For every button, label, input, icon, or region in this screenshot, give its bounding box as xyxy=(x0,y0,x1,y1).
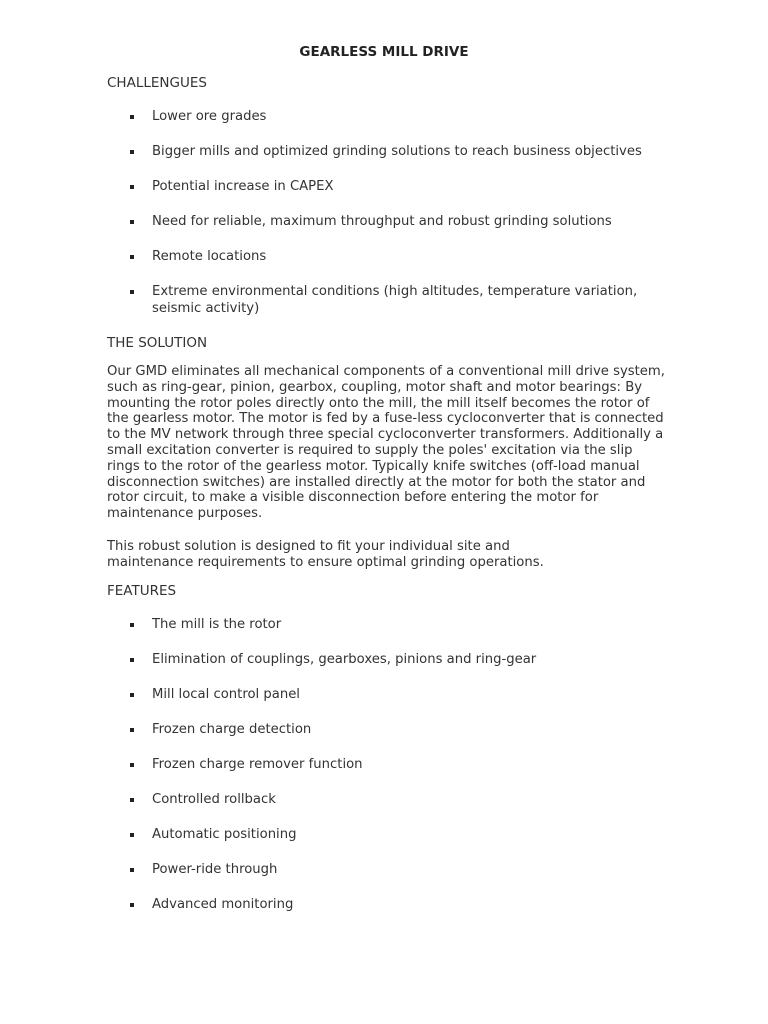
list-item-text: The mill is the rotor xyxy=(152,617,282,632)
bullet-icon xyxy=(130,798,134,802)
list-item-text: Potential increase in CAPEX xyxy=(152,179,334,194)
list-item-text: Advanced monitoring xyxy=(152,897,294,912)
solution-paragraph: Our GMD eliminates all mechanical components of a conventional mill drive system, such as ring-gear, pinion, gearbox, coupling, motor shaft and motor bearings: By mounting the rotor poles directly onto the mill, the mill itself becomes the rotor of the gearless motor. The motor is fed by a fuse-less cycloconverter that is connected to the MV network through three special cycloconverter transformers. Additionally a small excitation converter is required to supply the poles' excitation via the slip rings to the rotor of the gearless motor. Typically knife switches (off-load manual disconnection switches) are installed directly at the motor for both the stator and rotor circuit, to make a visible disconnection before entering the motor for maintenance purposes. xyxy=(107,364,665,522)
bullet-icon xyxy=(130,868,134,872)
list-item-text: Need for reliable, maximum throughput and robust grinding solutions xyxy=(152,214,612,229)
solution-heading: THE SOLUTION xyxy=(107,335,208,351)
bullet-icon xyxy=(130,658,134,662)
list-item-text: Frozen charge remover function xyxy=(152,757,363,772)
list-item-text: Lower ore grades xyxy=(152,109,267,124)
bullet-icon xyxy=(130,763,134,767)
bullet-icon xyxy=(130,115,134,119)
list-item-text: Mill local control panel xyxy=(152,687,300,702)
solution-paragraph: This robust solution is designed to fit your individual site and maintenance requirements to ensure optimal grinding operations. xyxy=(107,539,544,570)
document-title: GEARLESS MILL DRIVE xyxy=(299,44,469,60)
list-item-text: Automatic positioning xyxy=(152,827,297,842)
features-heading: FEATURES xyxy=(107,583,177,599)
challenges-heading: CHALLENGUES xyxy=(107,75,207,91)
list-item-text: Power-ride through xyxy=(152,862,278,877)
bullet-icon xyxy=(130,255,134,259)
bullet-icon xyxy=(130,903,134,907)
bullet-icon xyxy=(130,290,134,294)
list-item-text: Elimination of couplings, gearboxes, pinions and ring-gear xyxy=(152,652,537,667)
list-item-text: Controlled rollback xyxy=(152,792,276,807)
list-item-text: Frozen charge detection xyxy=(152,722,312,737)
list-item-text: Remote locations xyxy=(152,249,267,264)
bullet-icon xyxy=(130,693,134,697)
bullet-icon xyxy=(130,150,134,154)
bullet-icon xyxy=(130,728,134,732)
bullet-icon xyxy=(130,623,134,627)
bullet-icon xyxy=(130,220,134,224)
list-item-text: Extreme environmental conditions (high altitudes, temperature variation, seismic activity) xyxy=(152,284,638,316)
bullet-icon xyxy=(130,833,134,837)
bullet-icon xyxy=(130,185,134,189)
list-item-text: Bigger mills and optimized grinding solutions to reach business objectives xyxy=(152,144,642,159)
